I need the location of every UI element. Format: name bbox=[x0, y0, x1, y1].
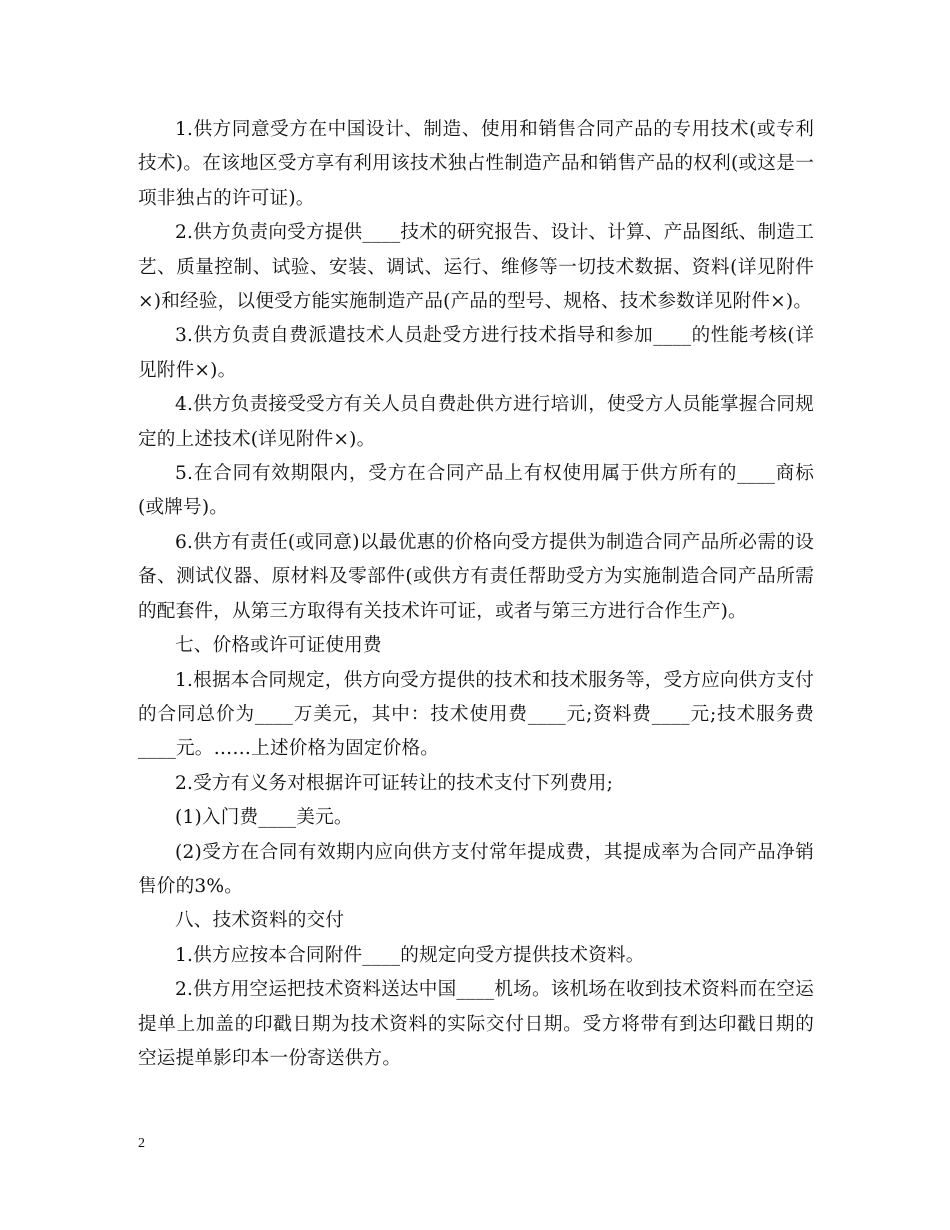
section-heading-delivery: 八、技术资料的交付 bbox=[175, 910, 345, 932]
clause-paragraph: 1.供方应按本合同附件____的规定向受方提供技术资料。 bbox=[175, 944, 645, 966]
clause-paragraph: 4.供方负责接受受方有关人员自费赴供方进行培训，使受方人员能掌握合同规定的上述技术(详见附件×)。 bbox=[138, 394, 814, 450]
document-body bbox=[138, 113, 814, 1076]
clause-paragraph: 1.供方同意受方在中国设计、制造、使用和销售合同产品的专用技术(或专利技术)。在该地区受方享有利用该技术独占性制造产品和销售产品的权利(或这是一项非独占的许可证)。 bbox=[138, 119, 814, 209]
clause-paragraph: 5.在合同有效期限内，受方在合同产品上有权使用属于供方所有的____商标(或牌号)。 bbox=[138, 463, 814, 519]
clause-paragraph: 2.受方有义务对根据许可证转让的技术支付下列费用; bbox=[175, 772, 614, 794]
clause-paragraph: (2)受方在合同有效期内应向供方支付常年提成费，其提成率为合同产品净销售价的3%。 bbox=[138, 841, 814, 897]
clause-paragraph: 6.供方有责任(或同意)以最优惠的价格向受方提供为制造合同产品所必需的设备、测试仪器、原材料及零部件(或供方有责任帮助受方为实施制造合同产品所需的配套件，从第三方取得有关技术许可证，或者与第三方进行合作生产)。 bbox=[138, 531, 814, 622]
section-heading-price: 七、价格或许可证使用费 bbox=[175, 635, 382, 657]
page-number: 2 bbox=[138, 1136, 145, 1151]
clause-paragraph: 2.供方用空运把技术资料送达中国____机场。该机场在收到技术资料而在空运提单上加盖的印戳日期为技术资料的实际交付日期。受方将带有到达印戳日期的空运提单影印本一份寄送供方。 bbox=[138, 979, 814, 1069]
clause-paragraph: 2.供方负责向受方提供____技术的研究报告、设计、计算、产品图纸、制造工艺、质量控制、试验、安装、调试、运行、维修等一切技术数据、资料(详见附件×)和经验，以便受方能实施制造产品(产品的型号、规格、技术参数详见附件×)。 bbox=[138, 222, 814, 313]
clause-paragraph: 3.供方负责自费派遣技术人员赴受方进行技术指导和参加____的性能考核(详见附件×)。 bbox=[138, 325, 814, 381]
clause-paragraph: 1.根据本合同规定，供方向受方提供的技术和技术服务等，受方应向供方支付的合同总价为____万美元，其中：技术使用费____元;资料费____元;技术服务费____元。……上述价格为固定价格。 bbox=[138, 669, 814, 760]
clause-paragraph: (1)入门费____美元。 bbox=[175, 807, 353, 829]
